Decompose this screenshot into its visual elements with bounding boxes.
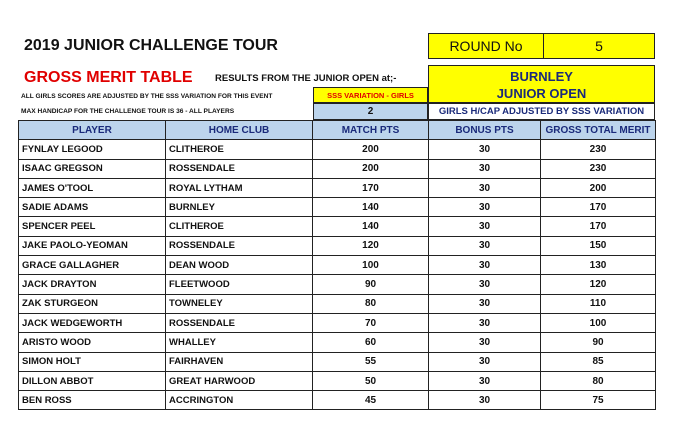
- match-pts-cell: 70: [313, 313, 429, 332]
- match-pts-cell: 140: [313, 198, 429, 217]
- table-row: [19, 217, 656, 236]
- player-cell: SPENCER PEEL: [19, 217, 166, 236]
- club-cell: FAIRHAVEN: [166, 352, 313, 371]
- bonus-pts-cell: 30: [429, 371, 541, 390]
- col-header-player: PLAYER: [19, 121, 166, 140]
- round-number: 5: [543, 33, 655, 59]
- gross-total-cell: 90: [541, 333, 656, 352]
- club-cell: GREAT HARWOOD: [166, 371, 313, 390]
- gross-total-cell: 150: [541, 236, 656, 255]
- gross-total-cell: 200: [541, 178, 656, 197]
- gross-total-cell: 80: [541, 371, 656, 390]
- match-pts-cell: 80: [313, 294, 429, 313]
- match-pts-cell: 140: [313, 217, 429, 236]
- col-header-match-pts: MATCH PTS: [313, 121, 429, 140]
- table-row: [19, 198, 656, 217]
- club-cell: FLEETWOOD: [166, 275, 313, 294]
- table-row: [19, 333, 656, 352]
- table-row: [19, 178, 656, 197]
- gross-total-cell: 170: [541, 198, 656, 217]
- bonus-pts-cell: 30: [429, 352, 541, 371]
- event-name-box: [428, 65, 655, 103]
- table-row: [19, 159, 656, 178]
- event-name-line2: JUNIOR OPEN: [496, 86, 587, 101]
- bonus-pts-cell: 30: [429, 275, 541, 294]
- player-cell: JAKE PAOLO-YEOMAN: [19, 236, 166, 255]
- match-pts-cell: 200: [313, 159, 429, 178]
- player-cell: FYNLAY LEGOOD: [19, 140, 166, 159]
- table-row: [19, 294, 656, 313]
- bonus-pts-cell: 30: [429, 256, 541, 275]
- player-cell: SADIE ADAMS: [19, 198, 166, 217]
- event-name-line1: BURNLEY: [510, 69, 573, 84]
- sss-label: SSS VARIATION - GIRLS: [313, 87, 428, 103]
- club-cell: BURNLEY: [166, 198, 313, 217]
- bonus-pts-cell: 30: [429, 217, 541, 236]
- gross-total-cell: 75: [541, 391, 656, 410]
- girls-note: ALL GIRLS SCORES ARE ADJUSTED BY THE SSS VARIATION FOR THIS EVENT: [21, 92, 273, 100]
- table-row: [19, 391, 656, 410]
- table-row: [19, 352, 656, 371]
- bonus-pts-cell: 30: [429, 159, 541, 178]
- match-pts-cell: 100: [313, 256, 429, 275]
- player-cell: GRACE GALLAGHER: [19, 256, 166, 275]
- bonus-pts-cell: 30: [429, 236, 541, 255]
- col-header-gross-total: GROSS TOTAL MERIT: [541, 121, 656, 140]
- merit-table: [18, 120, 656, 410]
- club-cell: ROSSENDALE: [166, 313, 313, 332]
- player-cell: ZAK STURGEON: [19, 294, 166, 313]
- club-cell: TOWNELEY: [166, 294, 313, 313]
- round-label: ROUND No: [428, 33, 544, 59]
- gross-total-cell: 230: [541, 159, 656, 178]
- girls-hcap-note: GIRLS H/CAP ADJUSTED BY SSS VARIATION: [428, 103, 655, 120]
- col-header-bonus-pts: BONUS PTS: [429, 121, 541, 140]
- club-cell: ROSSENDALE: [166, 236, 313, 255]
- gross-total-cell: 100: [541, 313, 656, 332]
- gross-total-cell: 110: [541, 294, 656, 313]
- gross-total-cell: 130: [541, 256, 656, 275]
- player-cell: SIMON HOLT: [19, 352, 166, 371]
- club-cell: WHALLEY: [166, 333, 313, 352]
- bonus-pts-cell: 30: [429, 294, 541, 313]
- gross-total-cell: 230: [541, 140, 656, 159]
- match-pts-cell: 120: [313, 236, 429, 255]
- table-row: [19, 275, 656, 294]
- table-row: [19, 140, 656, 159]
- table-header-row: [19, 121, 656, 140]
- bonus-pts-cell: 30: [429, 140, 541, 159]
- bonus-pts-cell: 30: [429, 198, 541, 217]
- match-pts-cell: 170: [313, 178, 429, 197]
- table-row: [19, 236, 656, 255]
- bonus-pts-cell: 30: [429, 313, 541, 332]
- results-from-label: RESULTS FROM THE JUNIOR OPEN at;-: [215, 72, 397, 84]
- gross-total-cell: 120: [541, 275, 656, 294]
- col-header-home-club: HOME CLUB: [166, 121, 313, 140]
- max-handicap-note: MAX HANDICAP FOR THE CHALLENGE TOUR IS 36 - ALL PLAYERS: [21, 108, 235, 115]
- sss-value: 2: [313, 103, 428, 120]
- player-cell: ISAAC GREGSON: [19, 159, 166, 178]
- table-row: [19, 313, 656, 332]
- club-cell: CLITHEROE: [166, 217, 313, 236]
- player-cell: JAMES O'TOOL: [19, 178, 166, 197]
- player-cell: JACK DRAYTON: [19, 275, 166, 294]
- match-pts-cell: 60: [313, 333, 429, 352]
- match-pts-cell: 200: [313, 140, 429, 159]
- player-cell: JACK WEDGEWORTH: [19, 313, 166, 332]
- bonus-pts-cell: 30: [429, 178, 541, 197]
- match-pts-cell: 90: [313, 275, 429, 294]
- table-row: [19, 256, 656, 275]
- bonus-pts-cell: 30: [429, 391, 541, 410]
- club-cell: DEAN WOOD: [166, 256, 313, 275]
- club-cell: ROYAL LYTHAM: [166, 178, 313, 197]
- player-cell: DILLON ABBOT: [19, 371, 166, 390]
- club-cell: ROSSENDALE: [166, 159, 313, 178]
- player-cell: ARISTO WOOD: [19, 333, 166, 352]
- table-row: [19, 371, 656, 390]
- page-title: 2019 JUNIOR CHALLENGE TOUR: [24, 37, 278, 54]
- club-cell: ACCRINGTON: [166, 391, 313, 410]
- club-cell: CLITHEROE: [166, 140, 313, 159]
- match-pts-cell: 50: [313, 371, 429, 390]
- player-cell: BEN ROSS: [19, 391, 166, 410]
- table-title: GROSS MERIT TABLE: [24, 69, 193, 86]
- match-pts-cell: 55: [313, 352, 429, 371]
- gross-total-cell: 85: [541, 352, 656, 371]
- match-pts-cell: 45: [313, 391, 429, 410]
- bonus-pts-cell: 30: [429, 333, 541, 352]
- gross-total-cell: 170: [541, 217, 656, 236]
